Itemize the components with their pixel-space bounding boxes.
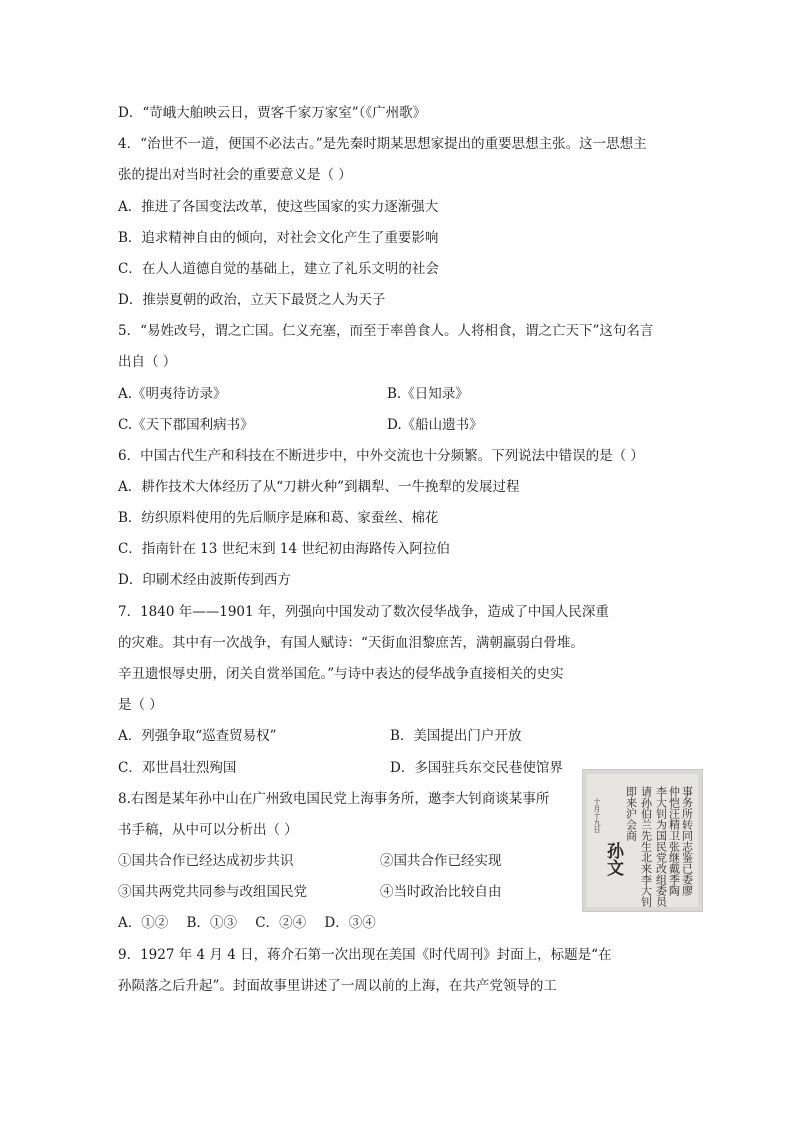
q8-statement-4: ④当时政治比较自由 xyxy=(380,884,502,900)
q9-stem-line2: 孙陨落之后升起”。封面故事里讲述了一周以前的上海，在共产党领导的工 xyxy=(118,978,557,994)
q6-option-c: C．指南针在 13 世纪末到 14 世纪初由海路传入阿拉伯 xyxy=(118,541,450,557)
q8-statement-3: ③国共两党共同参与改组国民党 xyxy=(118,884,307,900)
manuscript-col-1: 事务所转同志鉴已委廖 xyxy=(680,786,694,896)
q6-option-a: A．耕作技术大体经历了从“刀耕火种”到耦犁、一牛挽犁的发展过程 xyxy=(118,479,520,495)
q8-option-d: D．③④ xyxy=(324,915,376,931)
q7-stem-line2: 的灾难。其中有一次战争，有国人赋诗：“天街血泪黎庶苦，满朝羸弱白骨堆。 xyxy=(118,635,584,651)
q8-option-b: B．①③ xyxy=(186,915,237,931)
q8-statement-2: ②国共合作已经实现 xyxy=(380,853,502,869)
q6-option-d: D．印刷术经由波斯传到西方 xyxy=(118,572,291,588)
q7-option-c: C．邓世昌壮烈殉国 xyxy=(118,760,237,776)
q9-stem-line1: 9．1927 年 4 月 4 日，蒋介石第一次出现在美国《时代周刊》封面上，标题是“在 xyxy=(118,947,612,963)
q5-option-d: D.《船山遗书》 xyxy=(387,417,483,433)
q7-option-d: D．多国驻兵东交民巷使馆界 xyxy=(390,760,563,776)
q4-option-b: B．追求精神自由的倾向，对社会文化产生了重要影响 xyxy=(118,230,439,246)
q5-stem-line2: 出自（ ） xyxy=(118,354,177,370)
q5-stem-line1: 5．“易姓改号，谓之亡国。仁义充塞，而至于率兽食人。人将相食，谓之亡天下”这句名言 xyxy=(118,323,654,339)
q8-options-row xyxy=(118,914,390,932)
manuscript-col-3: 李大钊为国民党改组委员 xyxy=(654,786,668,907)
q8-option-c: C．②④ xyxy=(255,915,307,931)
q3-option-d: D．“苛峨大舶映云日，贾客千家万家室”（《广州歌》 xyxy=(118,105,427,121)
q6-stem: 6．中国古代生产和科技在不断进步中，中外交流也十分频繁。下列说法中错误的是（ ） xyxy=(118,448,644,464)
manuscript-date: 十月十九日 xyxy=(593,798,601,833)
q4-stem-line1: 4．“治世不一道，便国不必法古。”是先秦时期某思想家提出的重要思想主张。这一思想主 xyxy=(118,136,647,152)
manuscript-signature: 孙文 xyxy=(603,842,623,876)
q5-option-b: B.《日知录》 xyxy=(387,386,469,402)
q6-option-b: B．纺织原料使用的先后顺序是麻和葛、家蚕丝、棉花 xyxy=(118,510,439,526)
q4-option-d: D．推崇夏朝的政治，立天下最贤之人为天子 xyxy=(118,292,386,308)
q8-statement-1: ①国共合作已经达成初步共识 xyxy=(118,853,294,869)
q4-stem-line2: 张的提出对当时社会的重要意义是（ ） xyxy=(118,167,352,183)
q8-stem-line1: 8.右图是某年孙中山在广州致电国民党上海事务所，邀李大钊商谈某事所 xyxy=(118,791,550,807)
manuscript-col-4: 请孙伯兰先生北来李大钊 xyxy=(639,786,653,907)
manuscript-drawing xyxy=(583,770,702,911)
manuscript-col-5: 即来沪会商 xyxy=(624,786,638,841)
q4-option-c: C．在人人道德自觉的基础上，建立了礼乐文明的社会 xyxy=(118,261,439,277)
q7-stem-line4: 是（ ） xyxy=(118,697,163,713)
q7-stem-line3: 辛丑遗恨辱史册，闭关自赏举国危。”与诗中表达的侵华战争直接相关的史实 xyxy=(118,666,564,682)
q5-option-c: C.《天下郡国利病书》 xyxy=(118,417,254,433)
q4-option-a: A．推进了各国变法改革，使这些国家的实力逐渐强大 xyxy=(118,199,439,215)
q7-option-b: B．美国提出门户开放 xyxy=(390,728,522,744)
q7-option-a: A．列强争取“巡查贸易权” xyxy=(118,728,277,744)
q7-stem-line1: 7．1840 年——1901 年，列强向中国发动了数次侵华战争，造成了中国人民深重 xyxy=(118,604,609,620)
manuscript-col-2: 仲恺汪精卫张继戴季陶 xyxy=(667,786,681,896)
q8-stem-line2: 书手稿，从中可以分析出（ ） xyxy=(118,822,298,838)
q8-option-a: A．①② xyxy=(118,915,169,931)
sun-yatsen-manuscript-image xyxy=(582,769,703,912)
q5-option-a: A.《明夷待访录》 xyxy=(118,386,227,402)
